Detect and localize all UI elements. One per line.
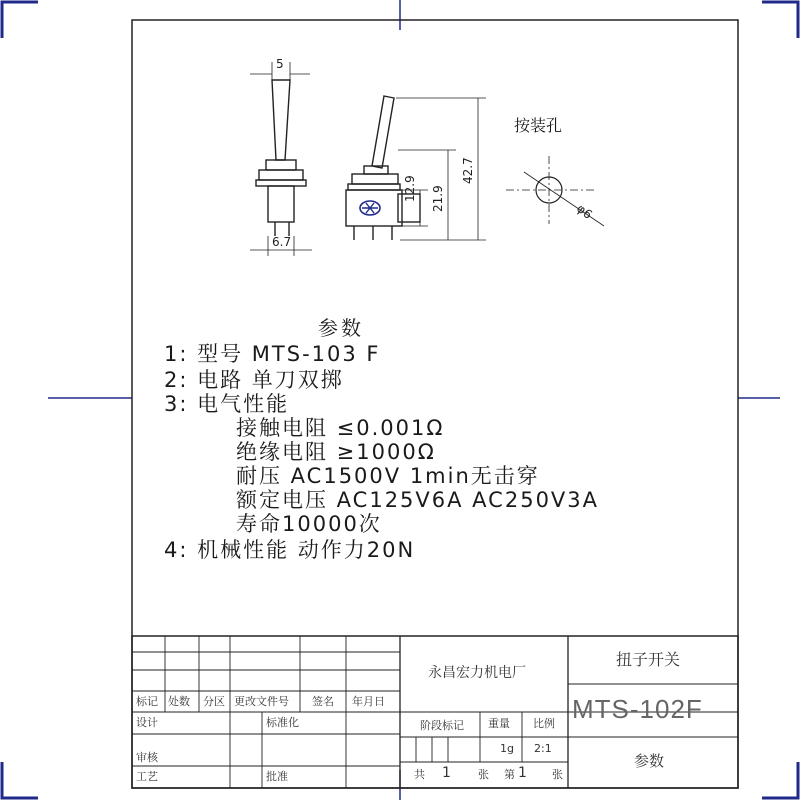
- page-label: 第: [504, 768, 515, 781]
- dim-top-width: 5: [276, 57, 284, 71]
- front-dims: [250, 62, 312, 256]
- product-name: 扭子开关: [616, 650, 681, 669]
- brand-logo: [360, 201, 380, 215]
- dim-12-9: 12.9: [403, 175, 417, 202]
- param-mechanical: 4: 机械性能 动作力20N: [164, 538, 416, 562]
- front-view: [256, 80, 306, 236]
- param-contact-resistance: 接触电阻 ≤0.001Ω: [236, 416, 445, 440]
- tb-header-zone: 分区: [203, 695, 225, 708]
- scale-value: 2:1: [534, 742, 552, 755]
- param-electrical: 3: 电气性能: [164, 392, 290, 416]
- param-insulation-resistance: 绝缘电阻 ≥1000Ω: [236, 440, 436, 464]
- page-unit: 张: [552, 768, 563, 781]
- dim-bottom-width: 6.7: [272, 235, 292, 249]
- side-view: [346, 96, 420, 240]
- tb-approve: 批准: [266, 770, 288, 783]
- tb-header-count: 处数: [168, 695, 190, 708]
- page-number: 1: [518, 765, 527, 781]
- doc-type: 参数: [634, 752, 665, 770]
- total-label: 共: [414, 768, 425, 781]
- model-number: MTS-102F: [572, 694, 703, 724]
- weight-label: 重量: [488, 717, 510, 730]
- company-name: 永昌宏力机电厂: [428, 665, 526, 681]
- stage-mark-label: 阶段标记: [420, 719, 464, 732]
- total-sheets: 1: [442, 765, 451, 781]
- dim-42-7: 42.7: [461, 157, 475, 184]
- tb-design: 设计: [136, 716, 158, 729]
- sheet-label: 张: [478, 768, 489, 781]
- param-life: 寿命10000次: [236, 512, 382, 536]
- tb-header-change-doc: 更改文件号: [234, 695, 289, 708]
- param-model: 1: 型号 MTS-103 F: [164, 342, 381, 366]
- param-circuit: 2: 电路 单刀双掷: [164, 368, 344, 392]
- mounting-hole-label: 按装孔: [514, 116, 563, 135]
- param-rated-voltage: 额定电压 AC125V6A AC250V3A: [236, 488, 600, 512]
- hole-diameter: φ6: [573, 201, 595, 222]
- tb-header-date: 年月日: [352, 695, 385, 708]
- tb-standardize: 标准化: [266, 716, 299, 729]
- dim-21-9: 21.9: [431, 185, 445, 212]
- params-title: 参数: [318, 316, 364, 340]
- tb-header-mark: 标记: [136, 695, 158, 708]
- weight-value: 1g: [500, 742, 514, 755]
- tb-review: 审核: [136, 751, 158, 764]
- scale-label: 比例: [533, 717, 555, 730]
- tb-process: 工艺: [136, 770, 158, 783]
- tb-header-signature: 签名: [312, 695, 334, 708]
- param-withstand-voltage: 耐压 AC1500V 1min无击穿: [236, 464, 540, 488]
- center-marks: [48, 0, 780, 800]
